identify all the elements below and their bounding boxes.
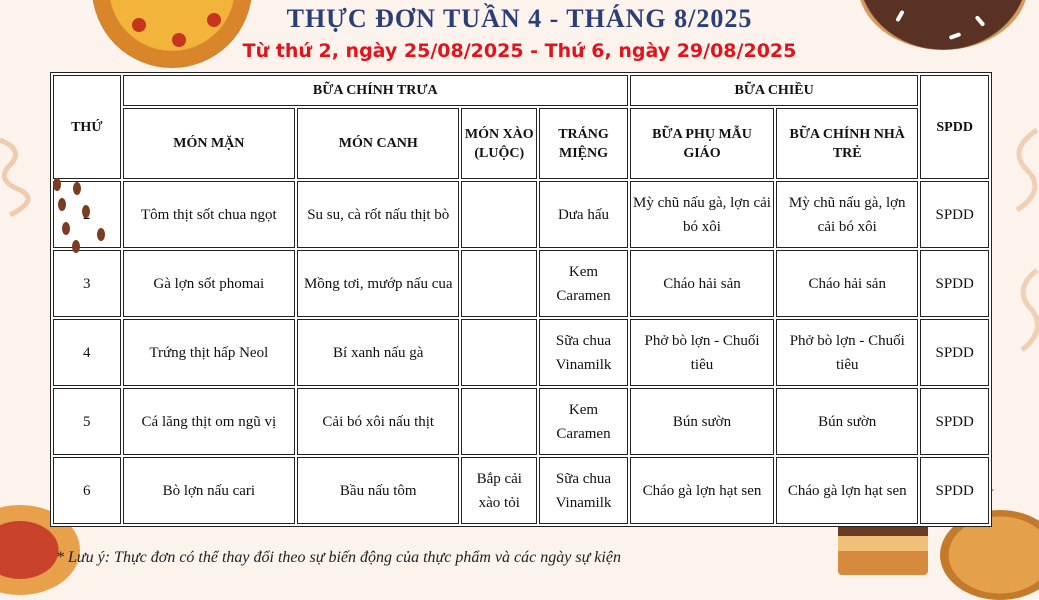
cell-savory: Trứng thịt hấp Neol: [123, 319, 295, 386]
cell-soup: Su su, cà rốt nấu thịt bò: [297, 181, 459, 248]
menu-table: [50, 72, 992, 527]
cell-kindergarten-snack: Cháo gà lợn hạt sen: [630, 457, 774, 524]
cell-soup: Bầu nấu tôm: [297, 457, 459, 524]
cell-soup: Bí xanh nấu gà: [297, 319, 459, 386]
table-row: [53, 181, 989, 248]
cell-dessert: Dưa hấu: [539, 181, 628, 248]
cell-day: 5: [53, 388, 121, 455]
header-stirfry: MÓN XÀO (LUỘC): [461, 108, 537, 179]
cell-soup: Cải bó xôi nấu thịt: [297, 388, 459, 455]
cell-day: 3: [53, 250, 121, 317]
header-lunch-group: BỮA CHÍNH TRƯA: [123, 75, 628, 106]
cell-nursery-main: Mỳ chũ nấu gà, lợn cải bó xôi: [776, 181, 918, 248]
header-kindergarten-snack: BỮA PHỤ MẪU GIÁO: [630, 108, 774, 179]
cell-nursery-main: Phở bò lợn - Chuối tiêu: [776, 319, 918, 386]
header-nursery-main: BỮA CHÍNH NHÀ TRẺ: [776, 108, 918, 179]
cell-stirfry: [461, 388, 537, 455]
cell-dessert: Kem Caramen: [539, 388, 628, 455]
squiggle-decoration: [992, 120, 1039, 360]
cell-dessert: Sữa chua Vinamilk: [539, 319, 628, 386]
cell-kindergarten-snack: Cháo hải sản: [630, 250, 774, 317]
cell-stirfry: Bắp cải xào tỏi: [461, 457, 537, 524]
cell-kindergarten-snack: Bún sườn: [630, 388, 774, 455]
cell-kindergarten-snack: Mỳ chũ nấu gà, lợn cải bó xôi: [630, 181, 774, 248]
table-row: [53, 388, 989, 455]
cell-savory: Bò lợn nấu cari: [123, 457, 295, 524]
cell-stirfry: [461, 250, 537, 317]
header-nutrition: SPDD: [920, 75, 989, 179]
cell-stirfry: [461, 181, 537, 248]
header-afternoon-group: BỮA CHIỀU: [630, 75, 918, 106]
cell-nursery-main: Bún sườn: [776, 388, 918, 455]
cell-nutrition: SPDD: [920, 319, 989, 386]
header-soup: MÓN CANH: [297, 108, 459, 179]
cell-stirfry: [461, 319, 537, 386]
cell-nursery-main: Cháo gà lợn hạt sen: [776, 457, 918, 524]
cell-soup: Mồng tơi, mướp nấu cua: [297, 250, 459, 317]
cell-dessert: Sữa chua Vinamilk: [539, 457, 628, 524]
header-day: THỨ: [53, 75, 121, 179]
footer-note: * Lưu ý: Thực đơn có thể thay đổi theo sự biến động của thực phẩm và các ngày sự kiện: [56, 549, 621, 566]
cell-savory: Tôm thịt sốt chua ngọt: [123, 181, 295, 248]
cell-nutrition: SPDD: [920, 181, 989, 248]
page-title: THỰC ĐƠN TUẦN 4 - THÁNG 8/2025: [286, 4, 753, 33]
header-dessert: TRÁNG MIỆNG: [539, 108, 628, 179]
cell-nursery-main: Cháo hải sản: [776, 250, 918, 317]
table-row: [53, 250, 989, 317]
cell-kindergarten-snack: Phở bò lợn - Chuối tiêu: [630, 319, 774, 386]
cell-nutrition: SPDD: [920, 388, 989, 455]
header-savory: MÓN MẶN: [123, 108, 295, 179]
cell-savory: Gà lợn sốt phomai: [123, 250, 295, 317]
cell-day: 4: [53, 319, 121, 386]
table-row: [53, 457, 989, 524]
squiggle-decoration: [0, 130, 50, 250]
page-subtitle: Từ thứ 2, ngày 25/08/2025 - Thứ 6, ngày 29/08/2025: [242, 40, 797, 62]
cell-nutrition: SPDD: [920, 457, 989, 524]
table-row: [53, 319, 989, 386]
cell-day: 6: [53, 457, 121, 524]
cell-nutrition: SPDD: [920, 250, 989, 317]
cell-dessert: Kem Caramen: [539, 250, 628, 317]
cell-savory: Cá lăng thịt om ngũ vị: [123, 388, 295, 455]
